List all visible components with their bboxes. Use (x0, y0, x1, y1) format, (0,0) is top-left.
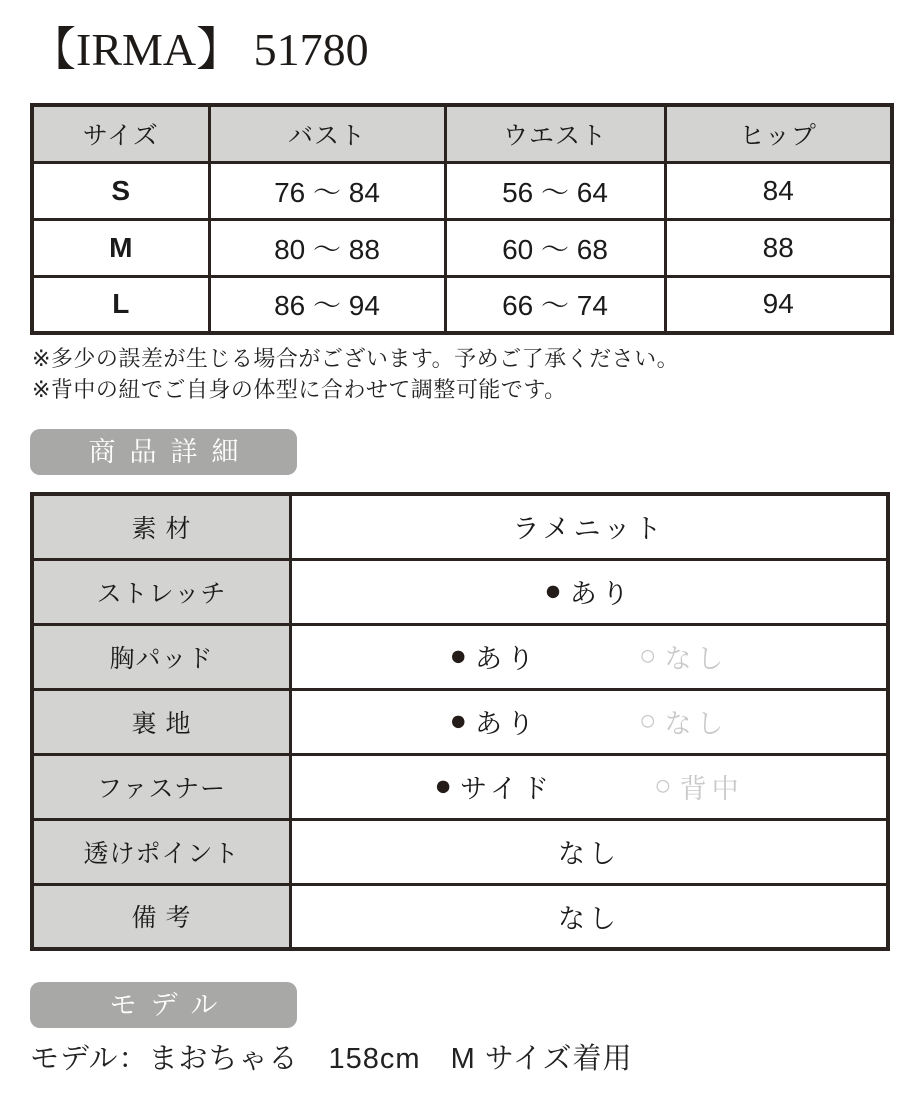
size-cell: L (32, 276, 209, 333)
size-row-l (32, 276, 892, 333)
detail-row-stretch (32, 559, 888, 624)
material-value: ラメニット (291, 494, 889, 559)
option-label: サイド (459, 774, 555, 804)
hip-cell: 88 (665, 219, 892, 276)
section-heading-product-details: 商品詳細 (30, 429, 297, 475)
adjustable-note: ※背中の紐でご自身の体型に合わせて調整可能です。 (32, 377, 567, 402)
size-cell: M (32, 219, 209, 276)
waist-column-header: ウエスト (445, 105, 665, 162)
detail-label: 透けポイント (32, 819, 291, 884)
waist-cell: 60 〜 68 (445, 219, 665, 276)
empty-radio-icon: ○ (639, 640, 657, 672)
lining-value (291, 689, 889, 754)
option-group (292, 767, 886, 806)
disclaimer-note: ※多少の誤差が生じる場合がございます。予めご了承ください。 (32, 346, 680, 371)
bust-cell: 80 〜 88 (209, 219, 445, 276)
hip-cell: 94 (665, 276, 892, 333)
detail-row-material (32, 494, 888, 559)
filled-radio-icon: ● (434, 770, 452, 802)
selected-option (449, 637, 539, 676)
bust-cell: 86 〜 94 (209, 276, 445, 333)
chest-pad-value (291, 624, 889, 689)
unselected-option (639, 702, 729, 741)
size-disclaimer-notes (32, 343, 679, 405)
option-label: あり (475, 644, 539, 674)
option-label: 背中 (679, 774, 744, 804)
sheer-point-value: なし (291, 819, 889, 884)
detail-row-lining (32, 689, 888, 754)
option-group (292, 702, 886, 741)
page-title: 【IRMA】 51780 (30, 24, 369, 75)
empty-radio-icon: ○ (654, 770, 672, 802)
filled-radio-icon: ● (544, 575, 562, 607)
waist-cell: 56 〜 64 (445, 162, 665, 219)
selected-option (449, 702, 539, 741)
fastener-value (291, 754, 889, 819)
unselected-option (639, 637, 729, 676)
stretch-value (291, 559, 889, 624)
filled-radio-icon: ● (449, 705, 467, 737)
size-table-header-row (32, 105, 892, 162)
option-label: あり (569, 579, 634, 609)
filled-radio-icon: ● (449, 640, 467, 672)
waist-cell: 66 〜 74 (445, 276, 665, 333)
remarks-value: なし (291, 884, 889, 949)
size-row-s (32, 162, 892, 219)
option-label: なし (664, 644, 729, 674)
empty-radio-icon: ○ (639, 705, 657, 737)
detail-row-chest-pad (32, 624, 888, 689)
hip-cell: 84 (665, 162, 892, 219)
option-group (292, 637, 886, 676)
section-heading-model: モデル (30, 982, 297, 1028)
size-cell: S (32, 162, 209, 219)
detail-row-fastener (32, 754, 888, 819)
detail-row-remarks (32, 884, 888, 949)
option-label: あり (475, 709, 539, 739)
detail-label: ストレッチ (32, 559, 291, 624)
detail-label: 素 材 (32, 494, 291, 559)
unselected-option (654, 767, 744, 806)
hip-column-header: ヒップ (665, 105, 892, 162)
size-column-header: サイズ (32, 105, 209, 162)
size-table (30, 103, 894, 335)
detail-label: 備 考 (32, 884, 291, 949)
size-row-m (32, 219, 892, 276)
detail-label: 胸パッド (32, 624, 291, 689)
selected-option (544, 572, 634, 611)
option-label: なし (664, 709, 729, 739)
model-info: モデル：まおちゃる 158cm M サイズ着用 (30, 1043, 633, 1075)
detail-label: ファスナー (32, 754, 291, 819)
selected-option (434, 767, 554, 806)
detail-label: 裏 地 (32, 689, 291, 754)
product-detail-table (30, 492, 890, 951)
bust-cell: 76 〜 84 (209, 162, 445, 219)
detail-row-sheer-point (32, 819, 888, 884)
bust-column-header: バスト (209, 105, 445, 162)
